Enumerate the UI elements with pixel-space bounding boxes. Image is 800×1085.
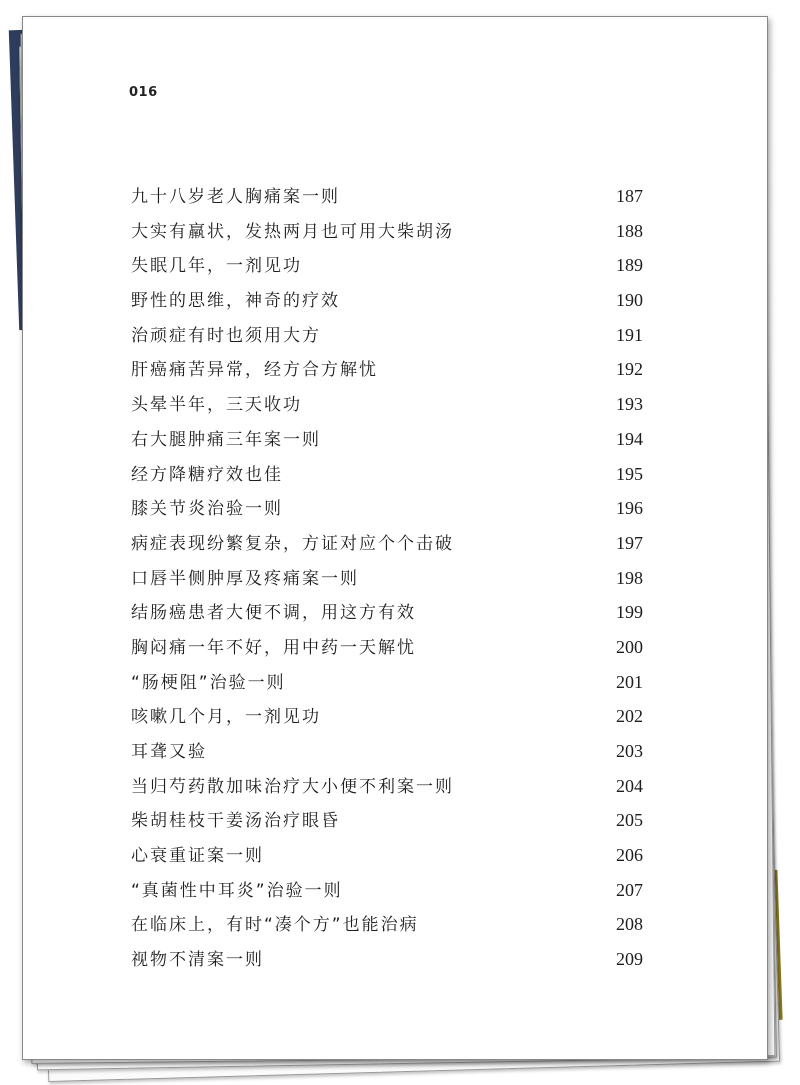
toc-title: 在临床上，有时“凑个方”也能治病 [131, 915, 419, 936]
toc-page-number: 202 [616, 706, 643, 727]
toc-title: 失眠几年，一剂见功 [131, 256, 302, 277]
toc-page-number: 195 [616, 463, 643, 484]
toc-title: 咳嗽几个月，一剂见功 [131, 707, 321, 728]
toc-entry [131, 214, 643, 249]
toc-title: 九十八岁老人胸痛案一则 [131, 187, 340, 207]
toc-entry [131, 769, 643, 804]
toc-page-number: 209 [616, 949, 643, 970]
toc-title: 右大腿肿痛三年案一则 [131, 429, 321, 450]
toc-page-number: 206 [616, 845, 643, 866]
toc-page-number: 190 [616, 290, 643, 311]
toc-title: 柴胡桂枝干姜汤治疗眼昏 [131, 811, 340, 832]
toc-title: 膝关节炎治验一则 [131, 499, 283, 520]
toc-entry [131, 873, 643, 908]
toc-entry [131, 907, 643, 942]
toc-title: 头晕半年，三天收功 [131, 395, 302, 416]
toc-entry [131, 838, 643, 873]
toc-entry [131, 491, 643, 526]
toc-title: 视物不清案一则 [131, 950, 264, 971]
toc-title: 当归芍药散加味治疗大小便不利案一则 [131, 776, 454, 797]
toc-entry [131, 387, 643, 422]
toc-entry [131, 422, 643, 457]
toc-page-number: 197 [616, 532, 643, 553]
toc-entry [131, 179, 643, 214]
toc-title: 野性的思维，神奇的疗效 [131, 291, 340, 312]
toc-page-number: 192 [616, 359, 643, 380]
toc-page-number: 196 [616, 498, 643, 519]
toc-page-number: 193 [616, 394, 643, 415]
toc-entry [131, 561, 643, 596]
page-number: 016 [129, 85, 158, 100]
toc-page-number: 200 [616, 636, 643, 657]
toc-page-number: 208 [616, 914, 643, 935]
toc-page-number: 207 [616, 879, 643, 900]
toc-title: 口唇半侧肿厚及疼痛案一则 [131, 568, 359, 589]
toc-title: 心衰重证案一则 [131, 846, 264, 867]
toc-page-number: 188 [616, 220, 643, 241]
toc-title: 经方降糖疗效也佳 [131, 464, 283, 485]
toc-page-number: 189 [616, 255, 643, 276]
toc-title: 肝癌痛苦异常，经方合方解忧 [131, 360, 378, 381]
toc-title: 耳聋又验 [131, 742, 207, 762]
toc-entry [131, 665, 643, 700]
toc-page-number: 204 [616, 775, 643, 796]
toc-entry [131, 803, 643, 838]
toc-title: 治顽症有时也须用大方 [131, 325, 321, 346]
toc-entry [131, 734, 643, 769]
toc-entry [131, 942, 643, 977]
toc-title: 胸闷痛一年不好，用中药一天解忧 [131, 637, 416, 658]
toc-page-number: 198 [616, 567, 643, 588]
toc-title: “肠梗阻”治验一则 [131, 672, 286, 693]
toc-page-number: 203 [616, 741, 643, 761]
toc-entry [131, 630, 643, 665]
toc-title: 病症表现纷繁复杂，方证对应个个击破 [131, 533, 454, 554]
toc-entry [131, 352, 643, 387]
toc-page-number: 201 [616, 671, 643, 692]
toc-entry [131, 526, 643, 561]
toc-title: “真菌性中耳炎”治验一则 [131, 880, 343, 901]
toc-page-number: 191 [616, 324, 643, 345]
toc-entry [131, 595, 643, 630]
toc-page-number: 199 [616, 602, 643, 623]
toc-entry [131, 457, 643, 492]
toc-entry [131, 318, 643, 353]
document-page [22, 16, 768, 1060]
table-of-contents [131, 179, 643, 977]
toc-page-number: 205 [616, 810, 643, 831]
toc-page-number: 187 [616, 186, 643, 206]
toc-page-number: 194 [616, 428, 643, 449]
toc-entry [131, 699, 643, 734]
toc-title: 结肠癌患者大便不调，用这方有效 [131, 603, 416, 624]
toc-entry [131, 283, 643, 318]
toc-entry [131, 248, 643, 283]
toc-title: 大实有羸状，发热两月也可用大柴胡汤 [131, 221, 454, 242]
